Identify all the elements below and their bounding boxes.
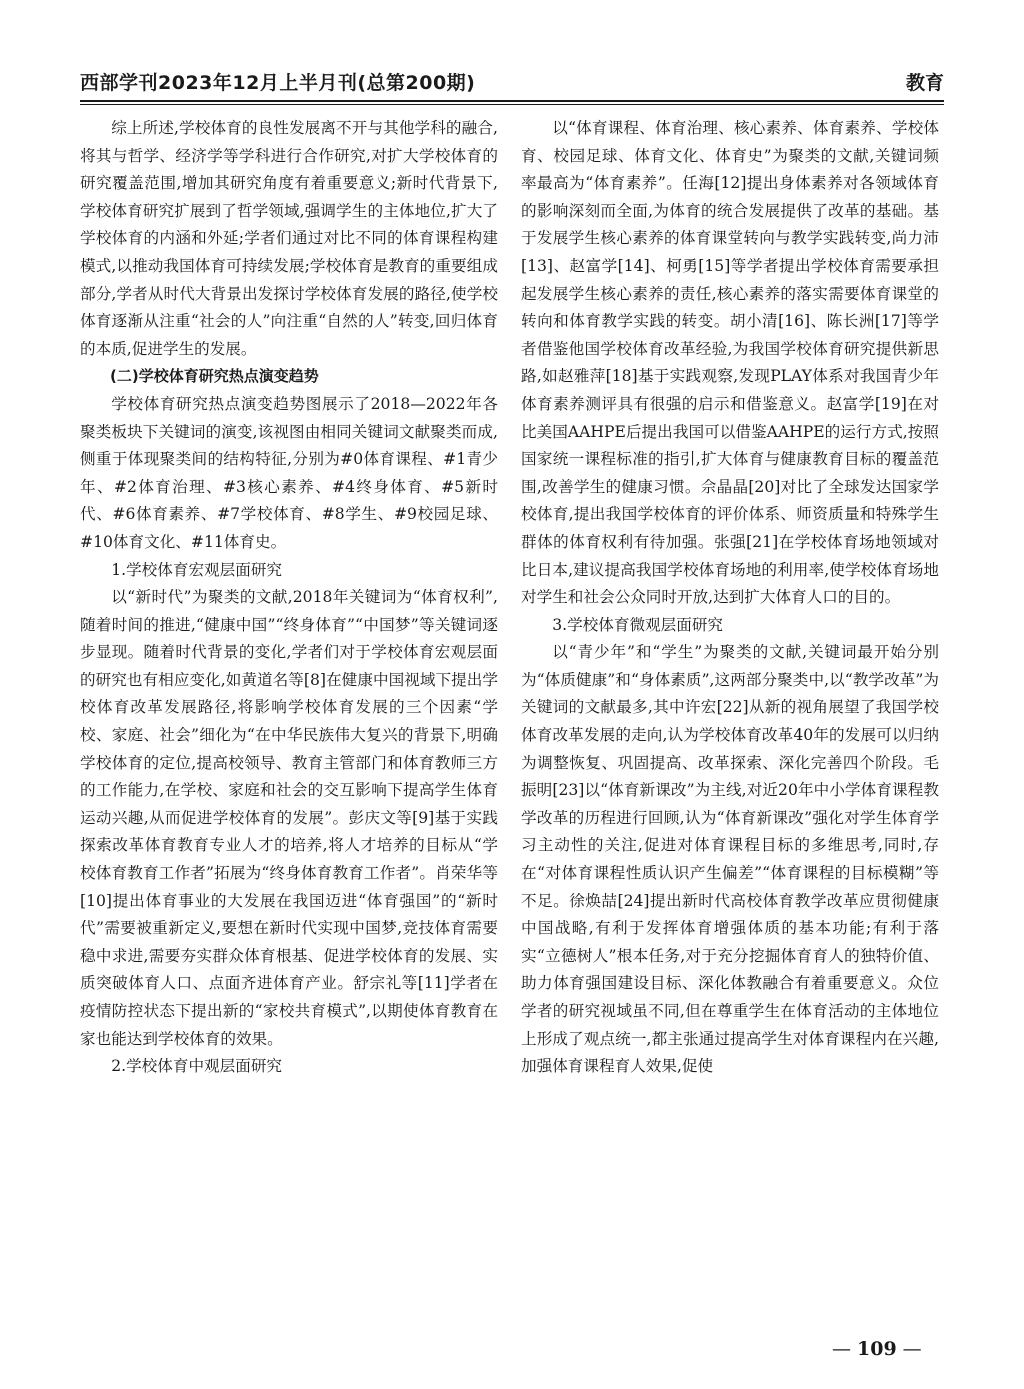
header-rule-thick [80, 100, 944, 102]
paragraph: 以“青少年”和“学生”为聚类的文献,关键词最开始分别为“体质健康”和“身体素质”,这两部分聚类中,以“教学改革”为关键词的文献最多,其中许宏[22]从新的视角展望了我国学校体育改革发展的走向,认为学校体育改革40年的发展可以归纳为调整恢复、巩固提高、改革探索、深化完善四个阶段。毛振明[23]以“体育新课改”为主线,对近20年中小学体育课程教学改革的历程进行回顾,认为“体育新课改”强化对学生体育学习主动性的关注,促进对体育课程目标的多维思考,同时,存在“对体育课程性质认识产生偏差”“体育课程的目标模糊”等不足。徐焕喆[24]提出新时代高校体育教学改革应贯彻健康中国战略,有利于发挥体育增强体质的基本功能;有利于落实“立德树人”根本任务,对于充分挖掘体育育人的独特价值、助力体育强国建设目标、深化体教融合有着重要意义。众位学者的研究视域虽不同,但在尊重学生在体育活动的主体地位上形成了观点统一,都主张通过提高学生对体育课程内在兴趣,加强体育课程育人效果,促使 [521, 643, 939, 1076]
section-label: 教育 [905, 72, 944, 94]
page-footer [832, 1338, 922, 1360]
footer-dash-right: — [902, 1338, 922, 1360]
subsection-heading: 2.学校体育中观层面研究 [111, 1057, 283, 1076]
left-column [80, 115, 498, 1081]
paragraph: 以“新时代”为聚类的文献,2018年关键词为“体育权利”,随着时间的推进,“健康中国”“终身体育”“中国梦”等关键词逐步显现。随着时代背景的变化,学者们对于学校体育宏观层面的研究也有相应变化,如黄道名等[8]在健康中国视域下提出学校体育改革发展路径,将影响学校体育发展的三个因素“学校、家庭、社会”细化为“在中华民族伟大复兴的背景下,明确学校体育的定位,提高校领导、教育主管部门和体育教师三方的工作能力,在学校、家庭和社会的交互影响下提高学生体育运动兴趣,从而促进学校体育的发展”。彭庆文等[9]基于实践探索改革体育教育专业人才的培养,将人才培养的目标从“学校体育教育工作者”拓展为“终身体育教育工作者”。肖荣华等[10]提出体育事业的大发展在我国迈进“体育强国”的“新时代”需要被重新定义,要想在新时代实现中国梦,竞技体育需要稳中求进,需要夯实群众体育根基、促进学校体育的发展、实质突破体育人口、点面齐进体育产业。舒宗礼等[11]学者在疫情防控状态下提出新的“家校共育模式”,以期使体育教育在家也能达到学校体育的效果。 [80, 588, 498, 1048]
journal-title: 西部学刊2023年12月上半月刊(总第200期) [80, 72, 476, 94]
subsection-heading: 1.学校体育宏观层面研究 [111, 560, 283, 579]
right-column [521, 115, 939, 1081]
page-number: 109 [857, 1338, 897, 1360]
header-rule-thin [80, 104, 944, 105]
paragraph: 以“体育课程、体育治理、核心素养、体育素养、学校体育、校园足球、体育文化、体育史”为聚类的文献,关键词频率最高为“体育素养”。任海[12]提出身体素养对各领域体育的影响深刻而全面,为体育的统合发展提供了改革的基础。基于发展学生核心素养的体育课堂转向与教学实践转变,尚力沛[13]、赵富学[14]、柯勇[15]等学者提出学校体育需要承担起发展学生核心素养的责任,核心素养的落实需要体育课堂的转向和体育教学实践的转变。胡小清[16]、陈长洲[17]等学者借鉴他国学校体育改革经验,为我国学校体育研究提供新思路,如赵雅萍[18]基于实践观察,发现PLAY体系对我国青少年体育素养测评具有很强的启示和借鉴意义。赵富学[19]在对比美国AAHPE后提出我国可以借鉴AAHPE的运行方式,按照国家统一课程标准的指引,扩大体育与健康教育目标的覆盖范围,改善学生的健康习惯。佘晶晶[20]对比了全球发达国家学校体育,提出我国学校体育的评价体系、师资质量和特殊学生群体的体育权利有待加强。张强[21]在学校体育场地领域对比日本,建议提高我国学校体育场地的利用率,使学校体育场地对学生和社会公众同时开放,达到扩大体育人口的目的。 [521, 119, 939, 607]
paragraph: 综上所述,学校体育的良性发展离不开与其他学科的融合,将其与哲学、经济学等学科进行合作研究,对扩大学校体育的研究覆盖范围,增加其研究角度有着重要意义;新时代背景下,学校体育研究扩展到了哲学领域,强调学生的主体地位,扩大了学校体育的内涵和外延;学者们通过对比不同的体育课程构建模式,以推动我国体育可持续发展;学校体育是教育的重要组成部分,学者从时代大背景出发探讨学校体育发展的路径,使学校体育逐渐从注重“社会的人”向注重“自然的人”转变,回归体育的本质,促进学生的发展。 [80, 119, 498, 358]
subsection-heading: 3.学校体育微观层面研究 [552, 615, 724, 634]
paragraph: 学校体育研究热点演变趋势图展示了2018—2022年各聚类板块下关键词的演变,该视图由相同关键词文献聚类而成,侧重于体现聚类间的结构特征,分别为#0体育课程、#1青少年、#2体育治理、#3核心素养、#4终身体育、#5新时代、#6体育素养、#7学校体育、#8学生、#9校园足球、#10体育文化、#11体育史。 [80, 394, 498, 551]
section-heading: (二)学校体育研究热点演变趋势 [110, 367, 319, 386]
footer-dash-left: — [832, 1338, 851, 1360]
running-header [80, 68, 944, 100]
